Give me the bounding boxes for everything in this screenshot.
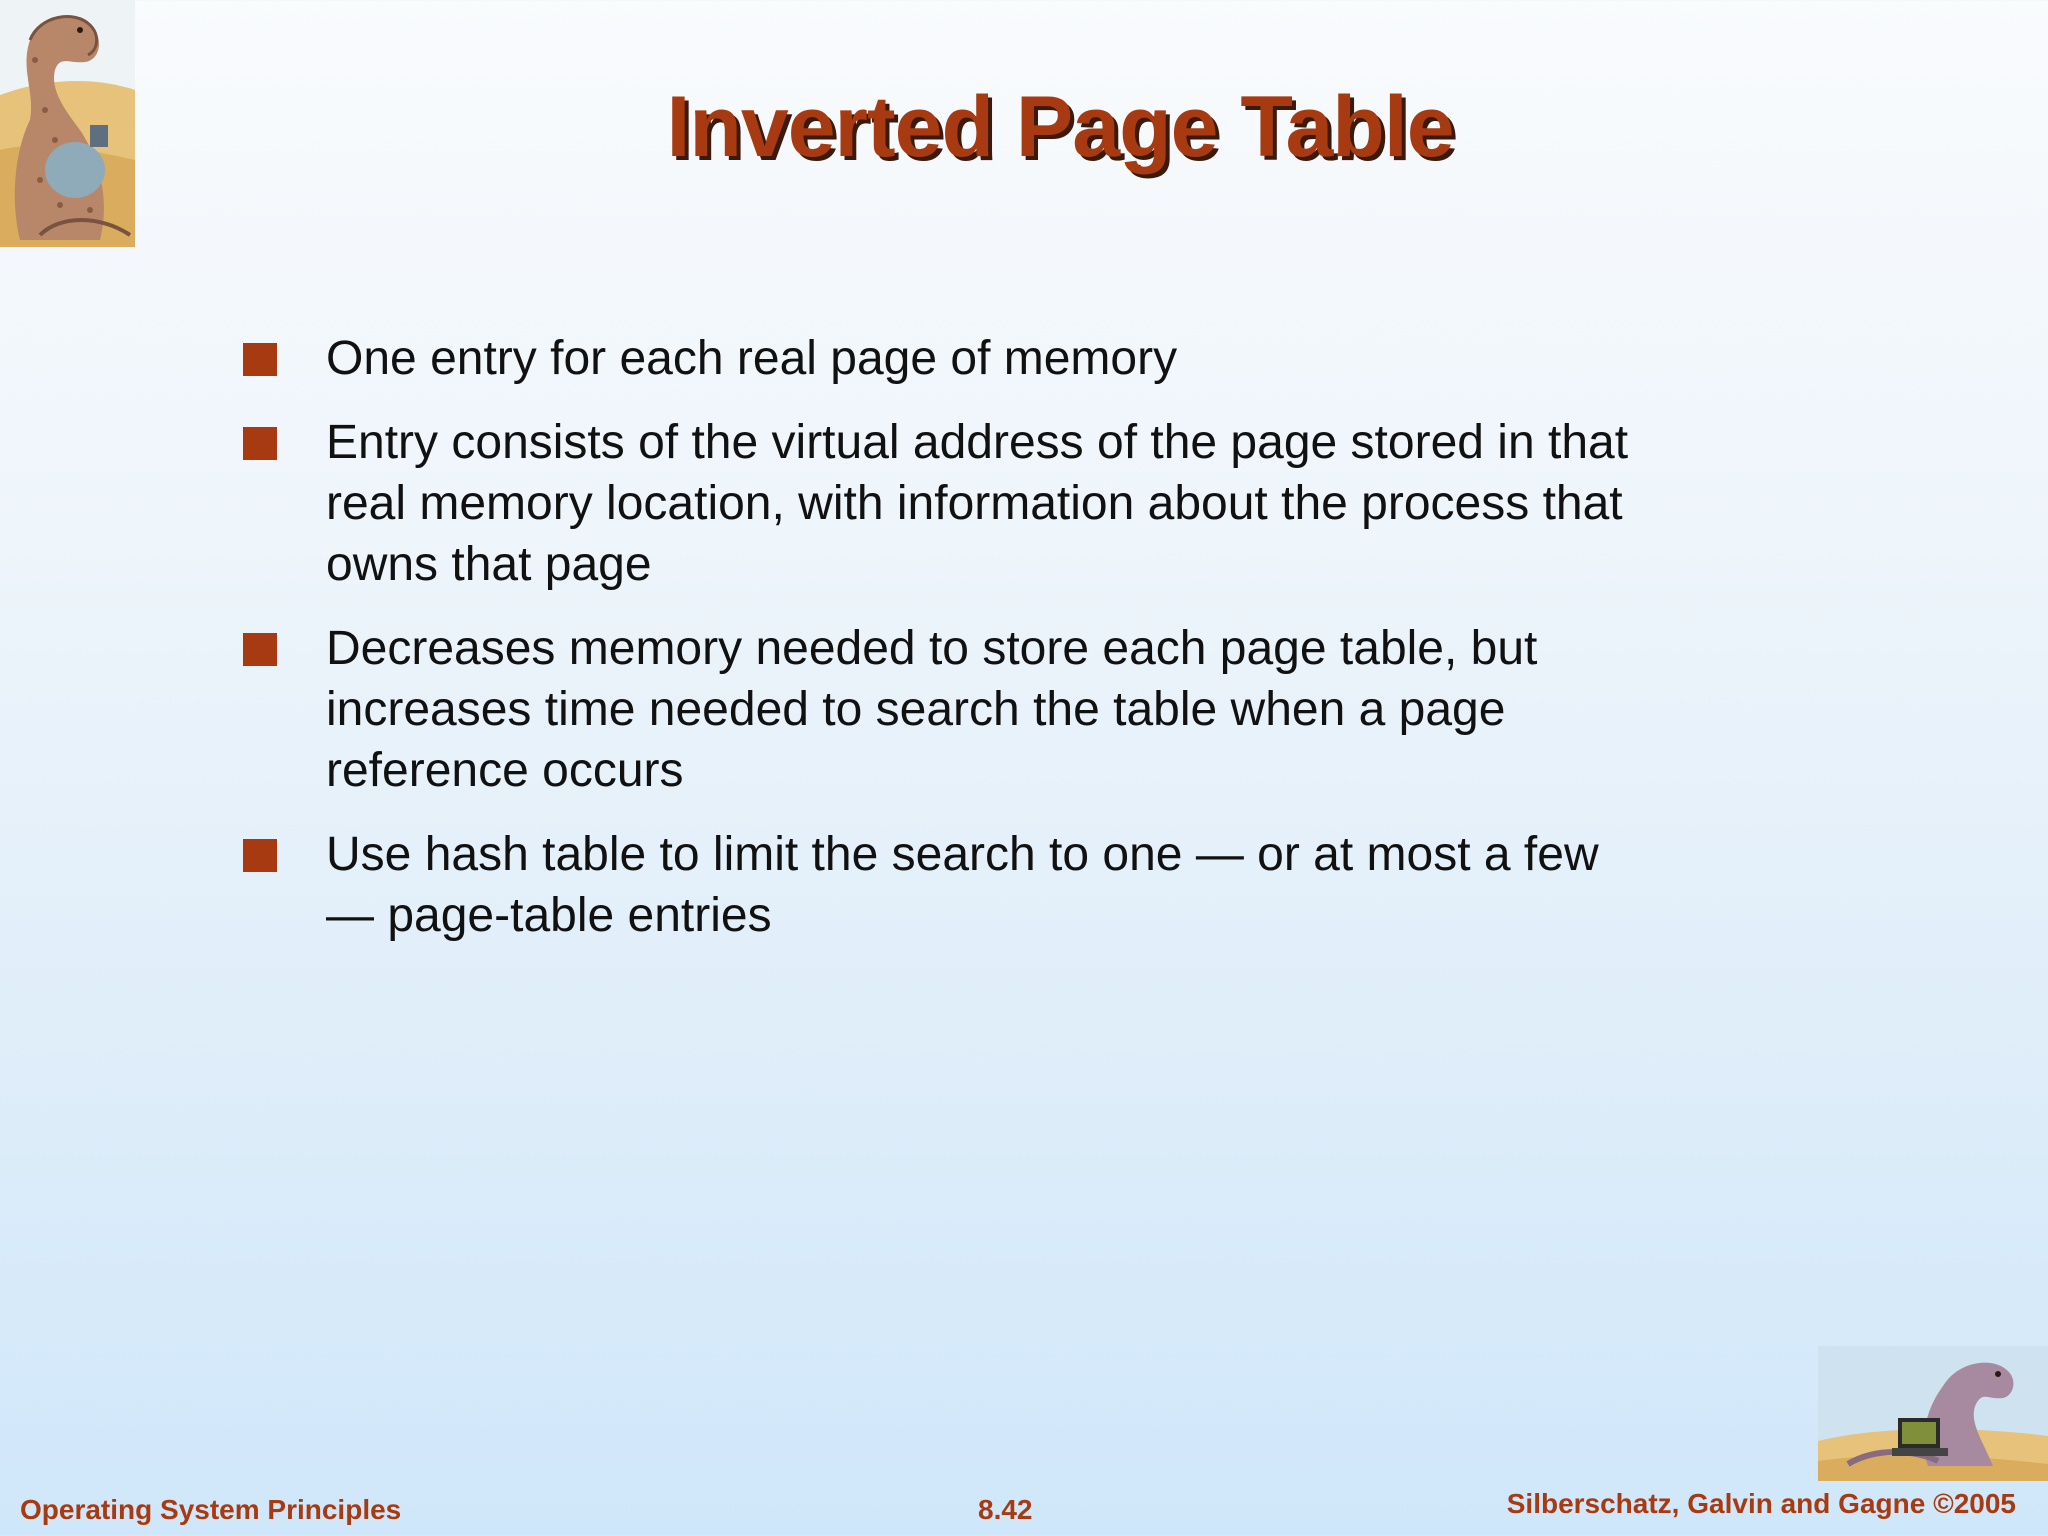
bullet-text: Use hash table to limit the search to one — or at most a few — page-table entries xyxy=(326,828,1599,942)
list-item xyxy=(243,824,1643,946)
dinosaur-laptop-icon xyxy=(1818,1346,2048,1481)
list-item xyxy=(243,328,1643,389)
footer-page-number: 8.42 xyxy=(978,1494,1033,1525)
bullet-text: Entry consists of the virtual address of the page stored in that real memory location, with information about the process that owns that page xyxy=(326,416,1629,591)
list-item xyxy=(243,412,1643,595)
square-bullet-icon xyxy=(243,633,277,666)
footer-copyright: Silberschatz, Galvin and Gagne ©2005 xyxy=(1506,1488,2016,1519)
bullet-text: One entry for each real page of memory xyxy=(326,332,1178,385)
square-bullet-icon xyxy=(243,343,277,376)
bullet-text: Decreases memory needed to store each page table, but increases time needed to search the table when a page reference occurs xyxy=(326,622,1538,797)
list-item xyxy=(243,618,1643,801)
slide-title: Inverted Page Table xyxy=(666,79,1454,175)
footer-course-title: Operating System Principles xyxy=(20,1494,402,1525)
square-bullet-icon xyxy=(243,427,277,460)
square-bullet-icon xyxy=(243,839,277,872)
bullet-list xyxy=(243,328,1643,969)
